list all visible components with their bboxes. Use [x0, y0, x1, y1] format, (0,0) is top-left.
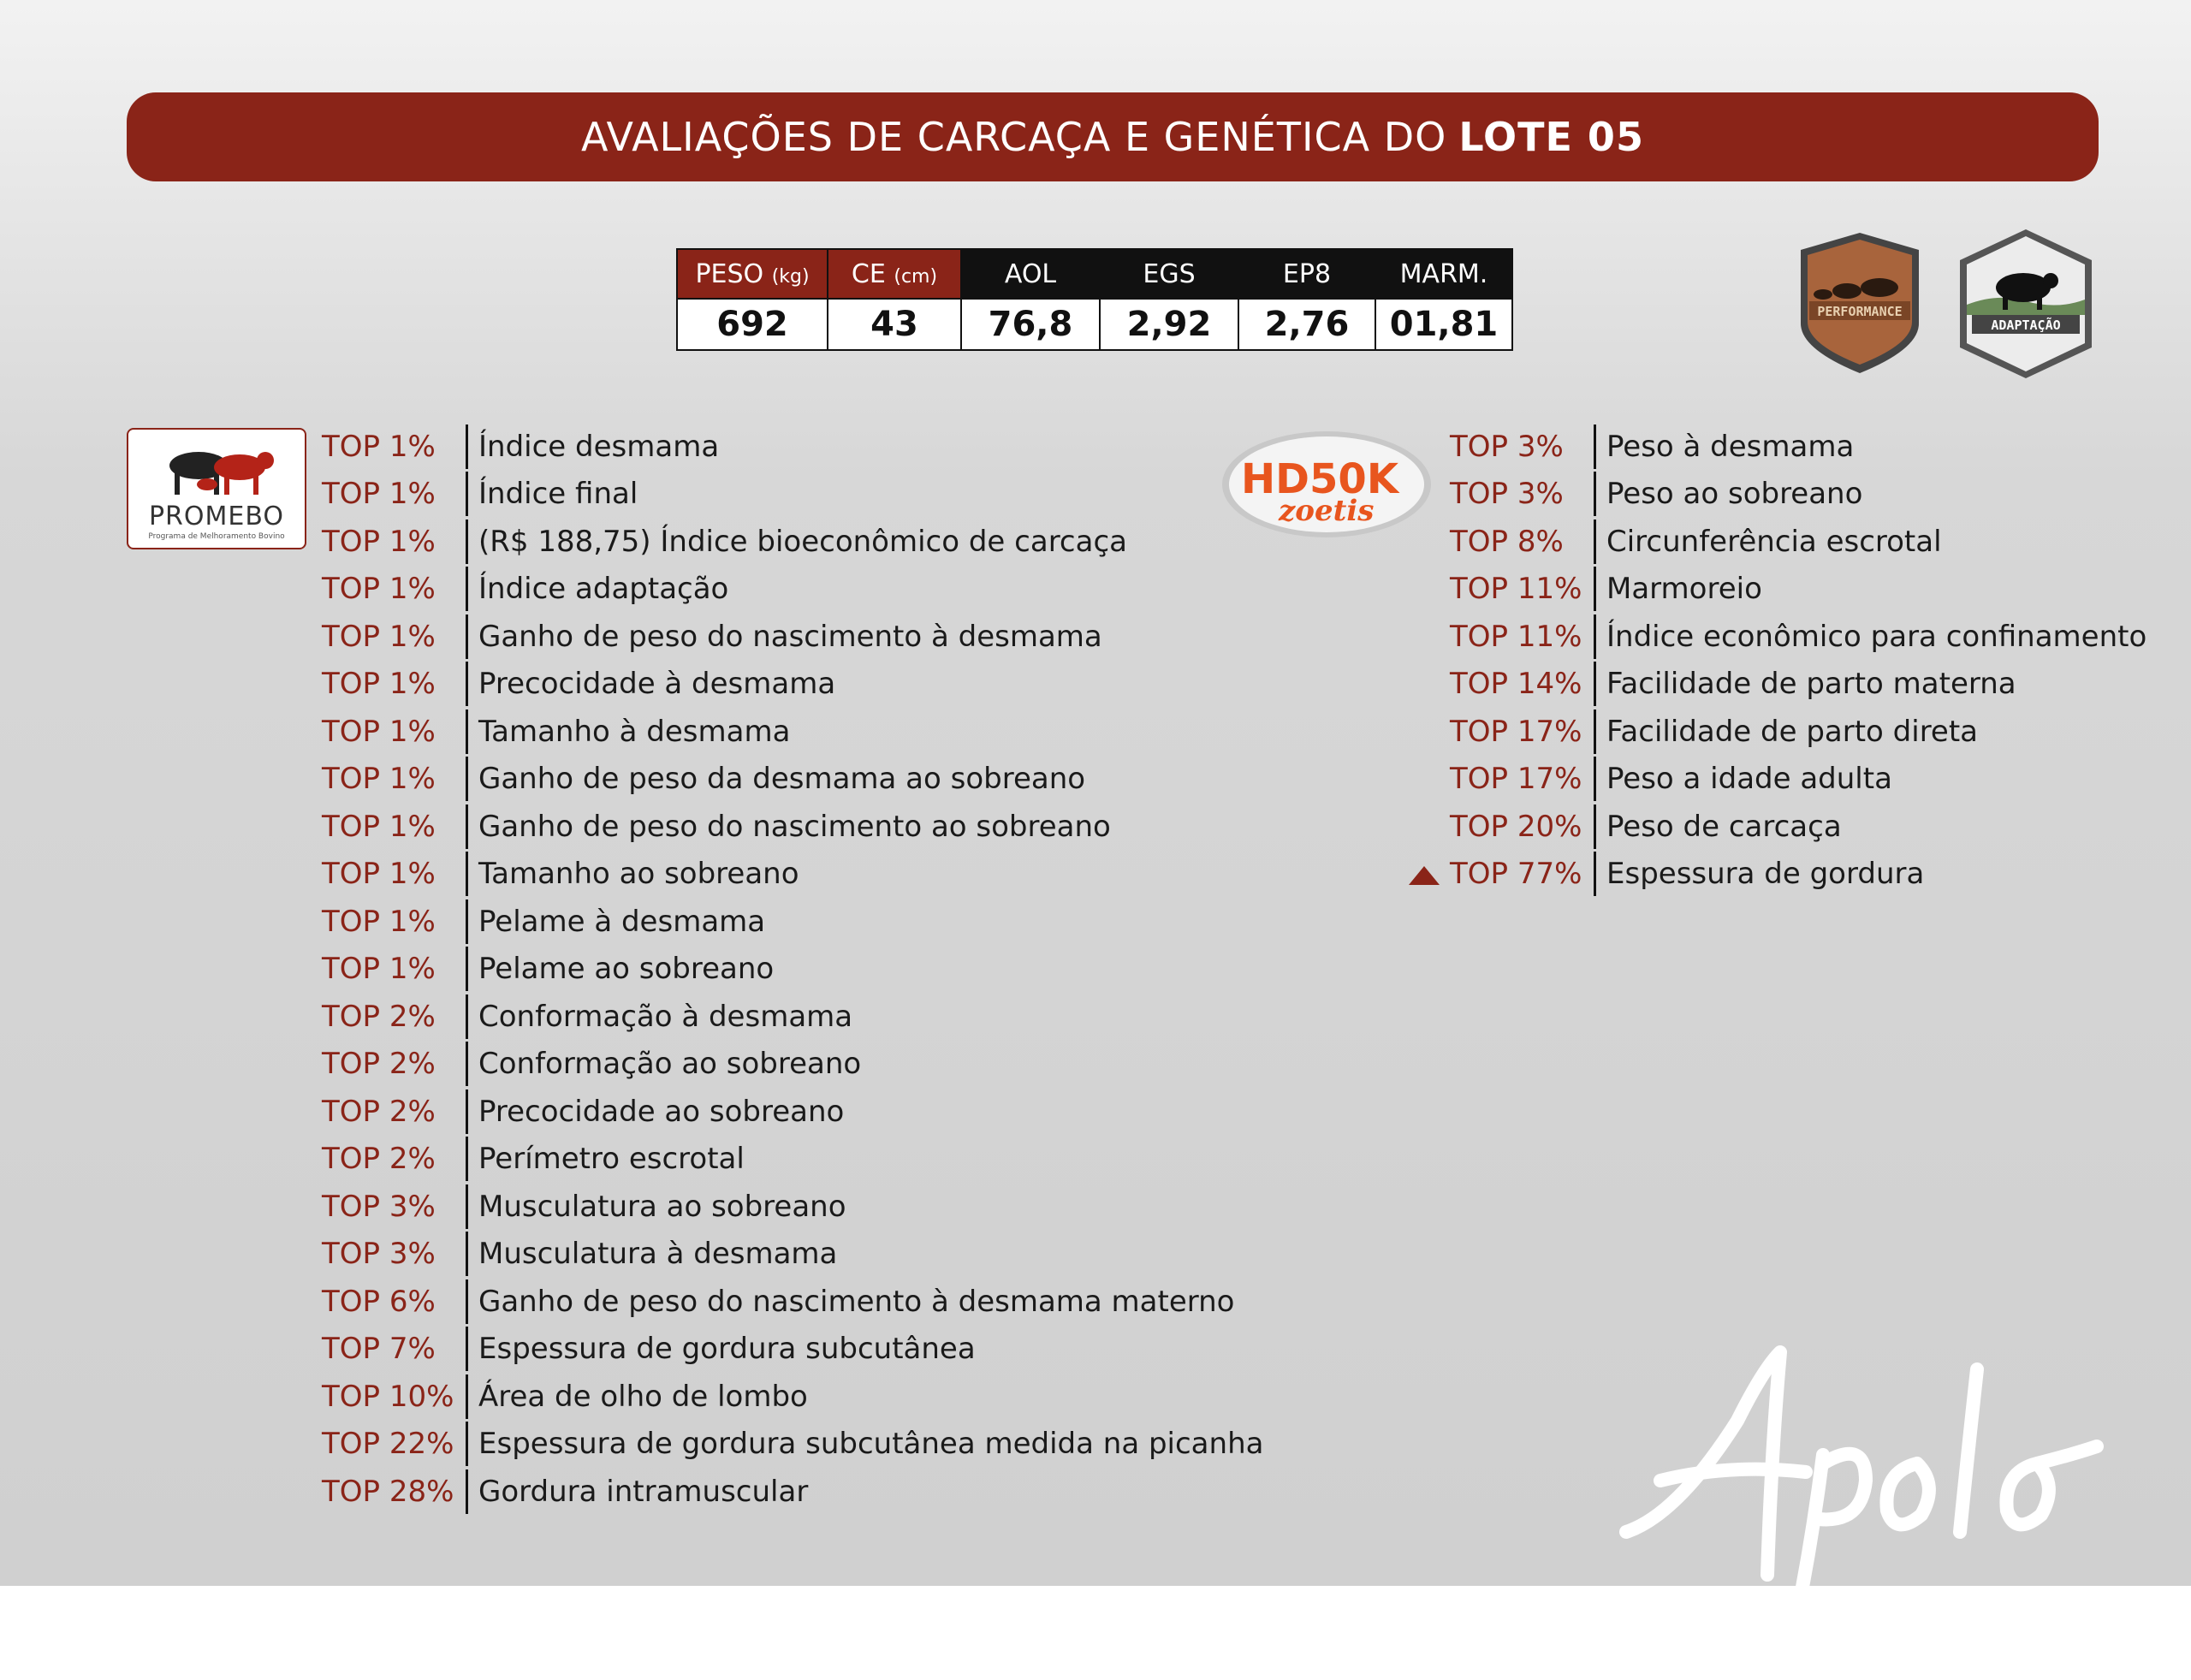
- promebo_list-top-rank: TOP 2%: [322, 1047, 436, 1082]
- divider: [466, 519, 468, 564]
- svg-text:ADAPTAÇÃO: ADAPTAÇÃO: [1991, 318, 2061, 333]
- metric-value-ep8: 2,76: [1238, 299, 1375, 350]
- promebo_list-row: [322, 1136, 1263, 1184]
- divider: [1594, 614, 1596, 659]
- promebo_list-trait-label: Tamanho ao sobreano: [478, 857, 799, 892]
- divider: [466, 1469, 468, 1514]
- promebo_list-top-rank: TOP 1%: [322, 477, 436, 512]
- metric-header-marm: MARM.: [1375, 249, 1512, 299]
- zoetis_list-row: [1450, 708, 2146, 756]
- metric-header-ep8: EP8: [1238, 249, 1375, 299]
- svg-text:HD50K: HD50K: [1241, 455, 1399, 503]
- promebo_list-top-rank: TOP 1%: [322, 952, 436, 987]
- apolo-signature-logo: [1609, 1318, 2123, 1592]
- promebo_list-trait-label: Ganho de peso do nascimento à desmama materno: [478, 1284, 1235, 1319]
- promebo-ranking-list: [322, 423, 1263, 1516]
- metric-header-peso: PESO (kg): [677, 249, 828, 299]
- promebo_list-row: [322, 471, 1263, 519]
- promebo_list-row: [322, 661, 1263, 709]
- svg-text:zoetis: zoetis: [1279, 494, 1375, 528]
- zoetis_list-row: [1450, 471, 2146, 519]
- divider: [466, 899, 468, 944]
- up-arrow-icon: [1409, 866, 1440, 885]
- promebo_list-row: [322, 1326, 1263, 1374]
- zoetis_list-trait-label: Índice econômico para confinamento: [1606, 619, 2147, 654]
- promebo_list-trait-label: Gordura intramuscular: [478, 1474, 809, 1509]
- promebo_list-top-rank: TOP 1%: [322, 809, 436, 844]
- zoetis_list-trait-label: Facilidade de parto materna: [1606, 667, 2016, 702]
- metric-header-egs: EGS: [1100, 249, 1238, 299]
- divider: [1594, 567, 1596, 611]
- metric-value-aol: 76,8: [961, 299, 1100, 350]
- promebo_list-trait-label: Conformação à desmama: [478, 999, 853, 1034]
- promebo_list-trait-label: Precocidade à desmama: [478, 667, 836, 702]
- promebo_list-top-rank: TOP 7%: [322, 1332, 436, 1367]
- promebo_list-trait-label: Precocidade ao sobreano: [478, 1094, 845, 1129]
- promebo_list-top-rank: TOP 1%: [322, 857, 436, 892]
- promebo_list-trait-label: Área de olho de lombo: [478, 1379, 808, 1414]
- divider: [466, 1184, 468, 1229]
- divider: [1594, 424, 1596, 469]
- divider: [1594, 662, 1596, 706]
- metric-value-peso: 692: [677, 299, 828, 350]
- divider: [466, 567, 468, 611]
- promebo_list-top-rank: TOP 3%: [322, 1237, 436, 1272]
- promebo-wordmark: PROMEBO: [148, 502, 285, 531]
- metric-header-ce: CE (cm): [828, 249, 961, 299]
- promebo_list-row: [322, 1183, 1263, 1231]
- promebo_list-trait-label: (R$ 188,75) Índice bioeconômico de carcaça: [478, 524, 1127, 559]
- divider: [466, 1279, 468, 1324]
- title-banner: [127, 92, 2099, 181]
- promebo-logo: [127, 428, 306, 549]
- promebo_list-trait-label: Espessura de gordura subcutânea: [478, 1332, 976, 1367]
- banner-lot: LOTE 05: [1458, 114, 1644, 160]
- promebo_list-top-rank: TOP 1%: [322, 619, 436, 654]
- zoetis_list-top-rank: TOP 3%: [1450, 477, 1564, 512]
- divider: [466, 662, 468, 706]
- promebo_list-row: [322, 993, 1263, 1041]
- promebo_list-row: [322, 708, 1263, 756]
- promebo_list-top-rank: TOP 1%: [322, 762, 436, 797]
- zoetis_list-top-rank: TOP 11%: [1450, 619, 1582, 654]
- divider: [466, 1232, 468, 1276]
- promebo_list-trait-label: Tamanho à desmama: [478, 714, 791, 749]
- metrics-header-row: [677, 249, 1512, 299]
- performance-badge-icon: [1794, 229, 1926, 377]
- metric-value-ce: 43: [828, 299, 961, 350]
- promebo_list-trait-label: Ganho de peso do nascimento ao sobreano: [478, 809, 1111, 844]
- promebo_list-trait-label: Pelame à desmama: [478, 904, 766, 939]
- promebo_list-top-rank: TOP 28%: [322, 1474, 454, 1509]
- divider: [466, 1137, 468, 1181]
- zoetis_list-top-rank: TOP 8%: [1450, 524, 1564, 559]
- divider: [466, 1422, 468, 1466]
- divider: [466, 472, 468, 516]
- metrics-table: [676, 248, 1513, 351]
- zoetis_list-row: [1450, 756, 2146, 804]
- promebo_list-row: [322, 756, 1263, 804]
- metric-value-egs: 2,92: [1100, 299, 1238, 350]
- promebo_list-top-rank: TOP 2%: [322, 1142, 436, 1177]
- zoetis_list-top-rank: TOP 14%: [1450, 667, 1582, 702]
- svg-text:PERFORMANCE: PERFORMANCE: [1817, 304, 1903, 319]
- promebo_list-trait-label: Pelame ao sobreano: [478, 952, 775, 987]
- promebo_list-top-rank: TOP 1%: [322, 524, 436, 559]
- divider: [1594, 852, 1596, 896]
- promebo_list-top-rank: TOP 3%: [322, 1189, 436, 1224]
- divider: [1594, 757, 1596, 801]
- promebo_list-row: [322, 803, 1263, 851]
- promebo_list-trait-label: Ganho de peso do nascimento à desmama: [478, 619, 1102, 654]
- divider: [1594, 472, 1596, 516]
- zoetis_list-top-rank: TOP 3%: [1450, 429, 1564, 464]
- divider: [466, 757, 468, 801]
- cattle-icon: [154, 442, 282, 498]
- divider: [466, 1089, 468, 1134]
- promebo_list-row: [322, 1421, 1263, 1469]
- promebo_list-row: [322, 851, 1263, 899]
- divider: [466, 709, 468, 754]
- zoetis_list-trait-label: Espessura de gordura: [1606, 857, 1925, 892]
- zoetis_list-trait-label: Circunferência escrotal: [1606, 524, 1942, 559]
- promebo_list-row: [322, 1468, 1263, 1516]
- promebo_list-row: [322, 1278, 1263, 1326]
- divider: [466, 1374, 468, 1419]
- divider: [466, 614, 468, 659]
- zoetis_list-row: [1450, 613, 2146, 661]
- zoetis_list-trait-label: Peso de carcaça: [1606, 809, 1842, 844]
- divider: [466, 804, 468, 849]
- zoetis_list-top-rank: TOP 20%: [1450, 809, 1582, 844]
- promebo_list-trait-label: Musculatura à desmama: [478, 1237, 838, 1272]
- zoetis_list-row: [1450, 566, 2146, 614]
- adaptacao-badge-icon: [1955, 226, 2097, 382]
- metrics-value-row: [677, 299, 1512, 350]
- promebo_list-top-rank: TOP 2%: [322, 999, 436, 1034]
- promebo_list-top-rank: TOP 1%: [322, 429, 436, 464]
- promebo_list-row: [322, 518, 1263, 566]
- zoetis_list-row: [1450, 803, 2146, 851]
- zoetis_list-trait-label: Peso ao sobreano: [1606, 477, 1863, 512]
- zoetis_list-trait-label: Peso a idade adulta: [1606, 762, 1892, 797]
- promebo_list-row: [322, 1088, 1263, 1136]
- promebo_list-top-rank: TOP 1%: [322, 904, 436, 939]
- promebo_list-trait-label: Ganho de peso da desmama ao sobreano: [478, 762, 1086, 797]
- promebo_list-trait-label: Índice final: [478, 477, 638, 512]
- banner-title: AVALIAÇÕES DE CARCAÇA E GENÉTICA DO: [581, 114, 1447, 160]
- divider: [466, 1327, 468, 1371]
- zoetis_list-trait-label: Peso à desmama: [1606, 429, 1855, 464]
- promebo_list-top-rank: TOP 1%: [322, 667, 436, 702]
- divider: [466, 852, 468, 896]
- zoetis_list-trait-label: Facilidade de parto direta: [1606, 714, 1979, 749]
- promebo_list-trait-label: Espessura de gordura subcutânea medida na picanha: [478, 1427, 1264, 1462]
- promebo_list-top-rank: TOP 2%: [322, 1094, 436, 1129]
- promebo_list-trait-label: Índice adaptação: [478, 572, 729, 607]
- promebo_list-trait-label: Musculatura ao sobreano: [478, 1189, 846, 1224]
- promebo_list-top-rank: TOP 1%: [322, 572, 436, 607]
- promebo_list-row: [322, 946, 1263, 994]
- promebo_list-top-rank: TOP 1%: [322, 714, 436, 749]
- promebo_list-row: [322, 1373, 1263, 1421]
- divider: [1594, 709, 1596, 754]
- divider: [466, 1042, 468, 1086]
- promebo_list-top-rank: TOP 6%: [322, 1284, 436, 1319]
- promebo_list-row: [322, 898, 1263, 946]
- promebo_list-row: [322, 613, 1263, 661]
- zoetis_list-row: [1450, 661, 2146, 709]
- zoetis-ranking-list: [1450, 423, 2146, 898]
- promebo_list-top-rank: TOP 10%: [322, 1379, 454, 1414]
- promebo_list-trait-label: Índice desmama: [478, 429, 720, 464]
- promebo_list-trait-label: Conformação ao sobreano: [478, 1047, 862, 1082]
- divider: [1594, 519, 1596, 564]
- promebo-subtitle: Programa de Melhoramento Bovino: [148, 532, 285, 541]
- zoetis_list-row: [1450, 518, 2146, 566]
- promebo_list-row: [322, 1231, 1263, 1279]
- zoetis_list-top-rank: TOP 17%: [1450, 714, 1582, 749]
- zoetis_list-row: [1450, 851, 2146, 899]
- metric-header-aol: AOL: [961, 249, 1100, 299]
- divider: [466, 994, 468, 1039]
- promebo_list-row: [322, 566, 1263, 614]
- zoetis_list-top-rank: TOP 11%: [1450, 572, 1582, 607]
- divider: [1594, 804, 1596, 849]
- promebo_list-trait-label: Perímetro escrotal: [478, 1142, 745, 1177]
- metric-value-marm: 01,81: [1375, 299, 1512, 350]
- zoetis_list-top-rank: TOP 77%: [1450, 857, 1582, 892]
- promebo_list-row: [322, 1041, 1263, 1089]
- promebo_list-top-rank: TOP 22%: [322, 1427, 454, 1462]
- divider: [466, 424, 468, 469]
- zoetis_list-top-rank: TOP 17%: [1450, 762, 1582, 797]
- zoetis_list-trait-label: Marmoreio: [1606, 572, 1762, 607]
- divider: [466, 947, 468, 991]
- promebo_list-row: [322, 423, 1263, 471]
- zoetis_list-row: [1450, 423, 2146, 471]
